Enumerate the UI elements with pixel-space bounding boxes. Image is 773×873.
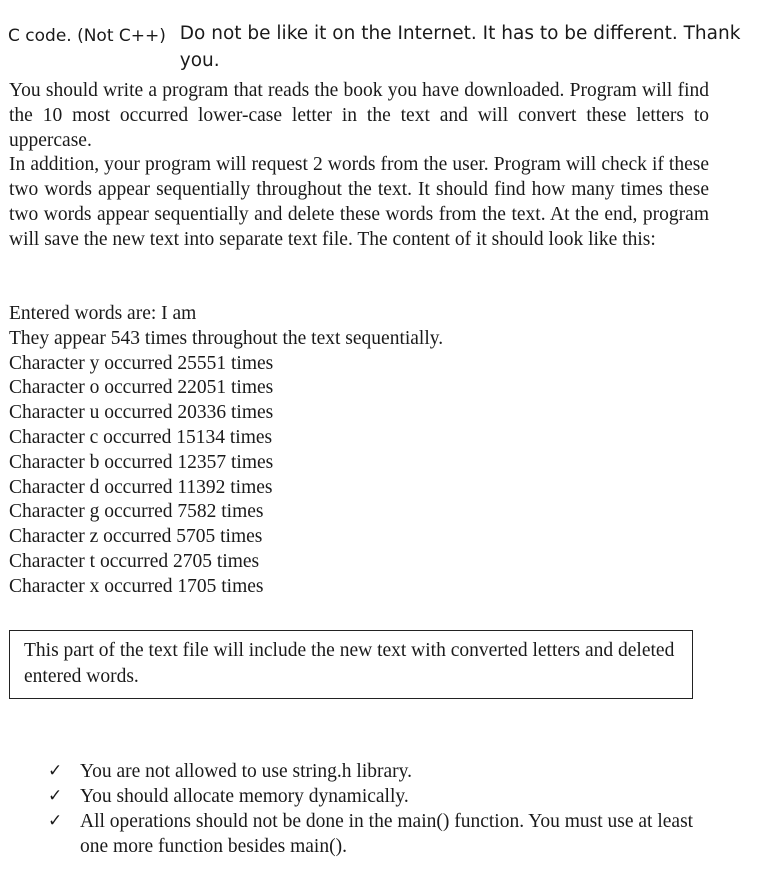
character-count-line: Character c occurred 15134 times (9, 426, 273, 448)
question-header (8, 20, 768, 74)
requirement-item (48, 759, 713, 784)
new-text-placeholder: This part of the text file will include the new text with converted letters and deleted entered words. (24, 640, 675, 687)
entered-words-line: Entered words are: I am (9, 303, 197, 324)
character-count-line: Character o occurred 22051 times (9, 377, 274, 399)
new-text-placeholder-box (9, 630, 693, 699)
character-count-line: Character g occurred 7582 times (9, 501, 264, 523)
character-count-line: Character b occurred 12357 times (9, 451, 274, 473)
originality-note: Do not be like it on the Internet. It has to be different. Thank you. (179, 23, 741, 71)
language-tag: C code. (Not C++) (8, 26, 166, 46)
check-icon: ✓ (48, 811, 63, 831)
requirement-item (48, 809, 713, 859)
sample-output (9, 302, 609, 600)
character-count-line: Character t occurred 2705 times (9, 550, 260, 572)
requirement-text: All operations should not be done in the main() function. You must use at least one more function besides main(). (80, 811, 694, 857)
character-count-line: Character u occurred 20336 times (9, 402, 274, 424)
requirement-text: You should allocate memory dynamically. (80, 786, 409, 807)
requirement-text: You are not allowed to use string.h library. (80, 761, 412, 782)
appear-count-line: They appear 543 times throughout the text sequentially. (9, 327, 444, 349)
requirement-item (48, 784, 713, 809)
requirements-list (48, 759, 713, 859)
description-paragraph-1: You should write a program that reads the book you have downloaded. Program will find the 10 most occurred lower-case letter in the text and will convert these letters to uppercase. (9, 80, 709, 151)
character-count-line: Character y occurred 25551 times (9, 352, 274, 374)
character-count-line: Character d occurred 11392 times (9, 476, 273, 498)
check-icon: ✓ (48, 786, 63, 806)
character-count-line: Character x occurred 1705 times (9, 575, 264, 597)
description-paragraph-2: In addition, your program will request 2 words from the user. Program will check if these two words appear sequentially throughout the text. It should find how many times these two words appear sequentially and delete these words from the text. At the end, program will save the new text into separate text file. The content of it should look like this: (9, 154, 709, 250)
assignment-description (9, 79, 709, 253)
check-icon: ✓ (48, 761, 63, 781)
character-count-line: Character z occurred 5705 times (9, 526, 263, 548)
